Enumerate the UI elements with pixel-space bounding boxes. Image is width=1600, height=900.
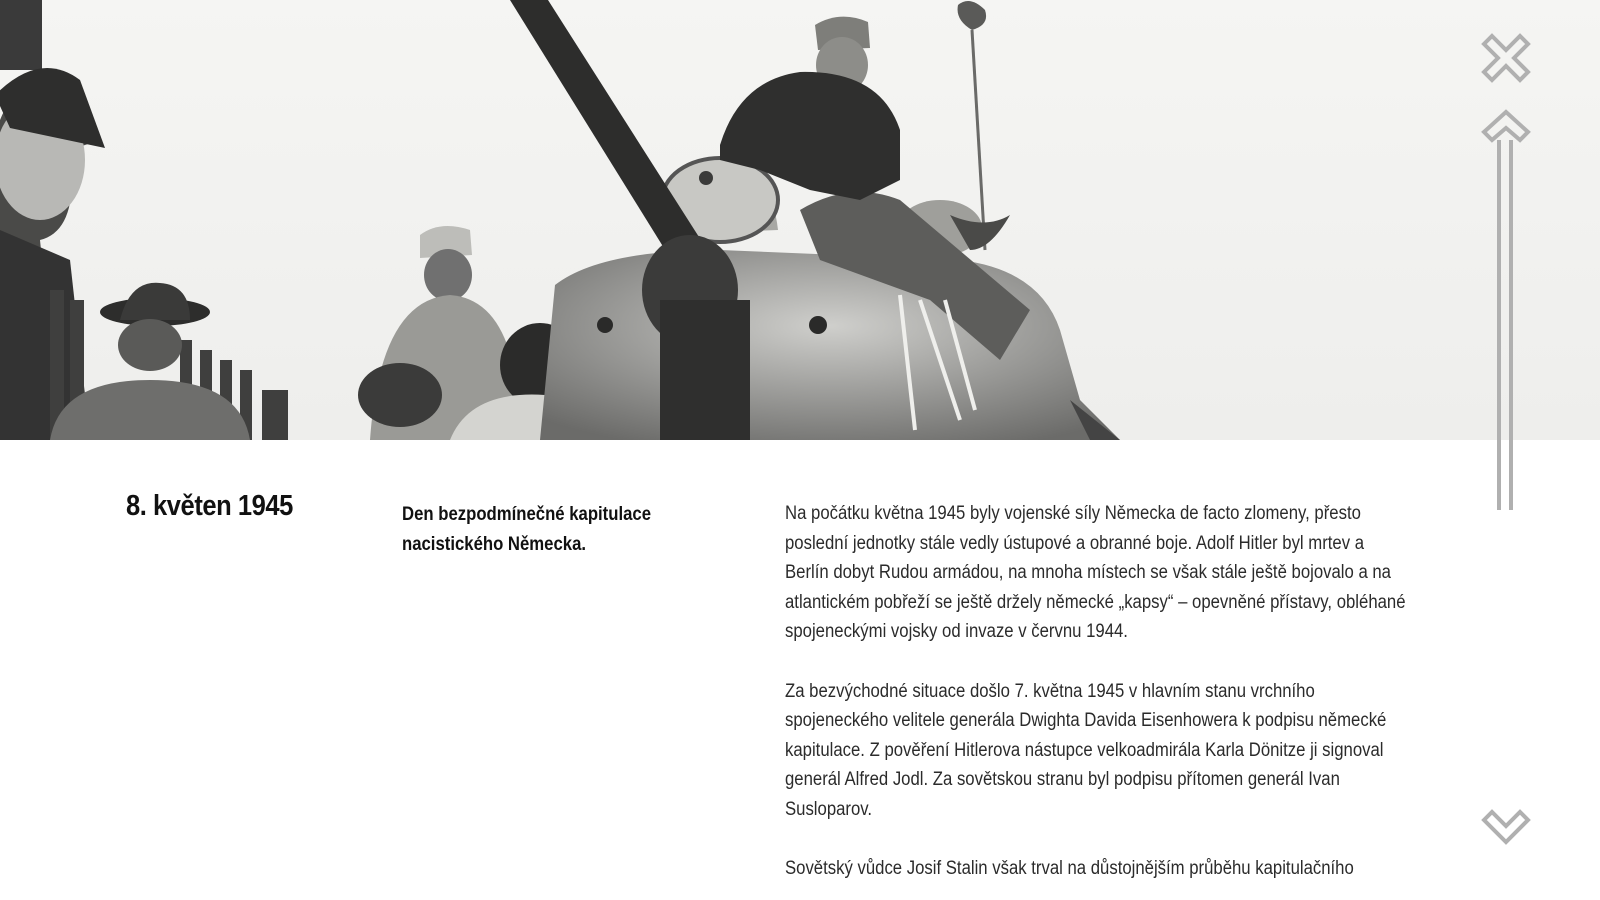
scrollbar-rail-right [1509, 140, 1513, 510]
close-button[interactable] [1478, 30, 1534, 86]
article-paragraph: Za bezvýchodné situace došlo 7. května 1945 v hlavním stanu vrchního spojeneckého velitele generála Dwighta Davida Eisenhowera k podpisu německé kapitulace. Z pověření Hitlerova nástupce velkoadmirála Karla Dönitze ji signoval generál Alfred Jodl. Za sovětskou stranu byl podpisu přítomen generál Ivan Susloparov. [785, 680, 1387, 820]
article-body [785, 499, 1410, 900]
scrollbar-track[interactable] [1497, 140, 1515, 510]
close-icon [1478, 30, 1534, 86]
date-heading: 8. květen 1945 [126, 490, 293, 522]
scroll-down-button[interactable] [1478, 808, 1534, 848]
article-paragraph: Sovětský vůdce Josif Stalin však trval na důstojnějším průběhu kapitulačního [785, 858, 1354, 880]
article-paragraph: Na počátku května 1945 byly vojenské síly Německa de facto zlomeny, přesto poslední jednotky stále vedly ústupové a obranné boje. Adolf Hitler byl mrtev a Berlín dobyt Rudou armádou, na mnoha místech se však stále ještě bojovalo a na atlantickém pobřeží se ještě držely německé „kapsy“ – opevněné přístavy, obléhané spojeneckými vojsky od invaze v červnu 1944. [785, 503, 1406, 643]
hero-photo [0, 0, 1600, 440]
article-subtitle: Den bezpodmínečné kapitulace nacistického Německa. [402, 504, 652, 555]
chevron-down-icon [1478, 808, 1534, 848]
hero-photo-illustration [0, 0, 1600, 440]
scrollbar-rail-left [1497, 140, 1501, 510]
